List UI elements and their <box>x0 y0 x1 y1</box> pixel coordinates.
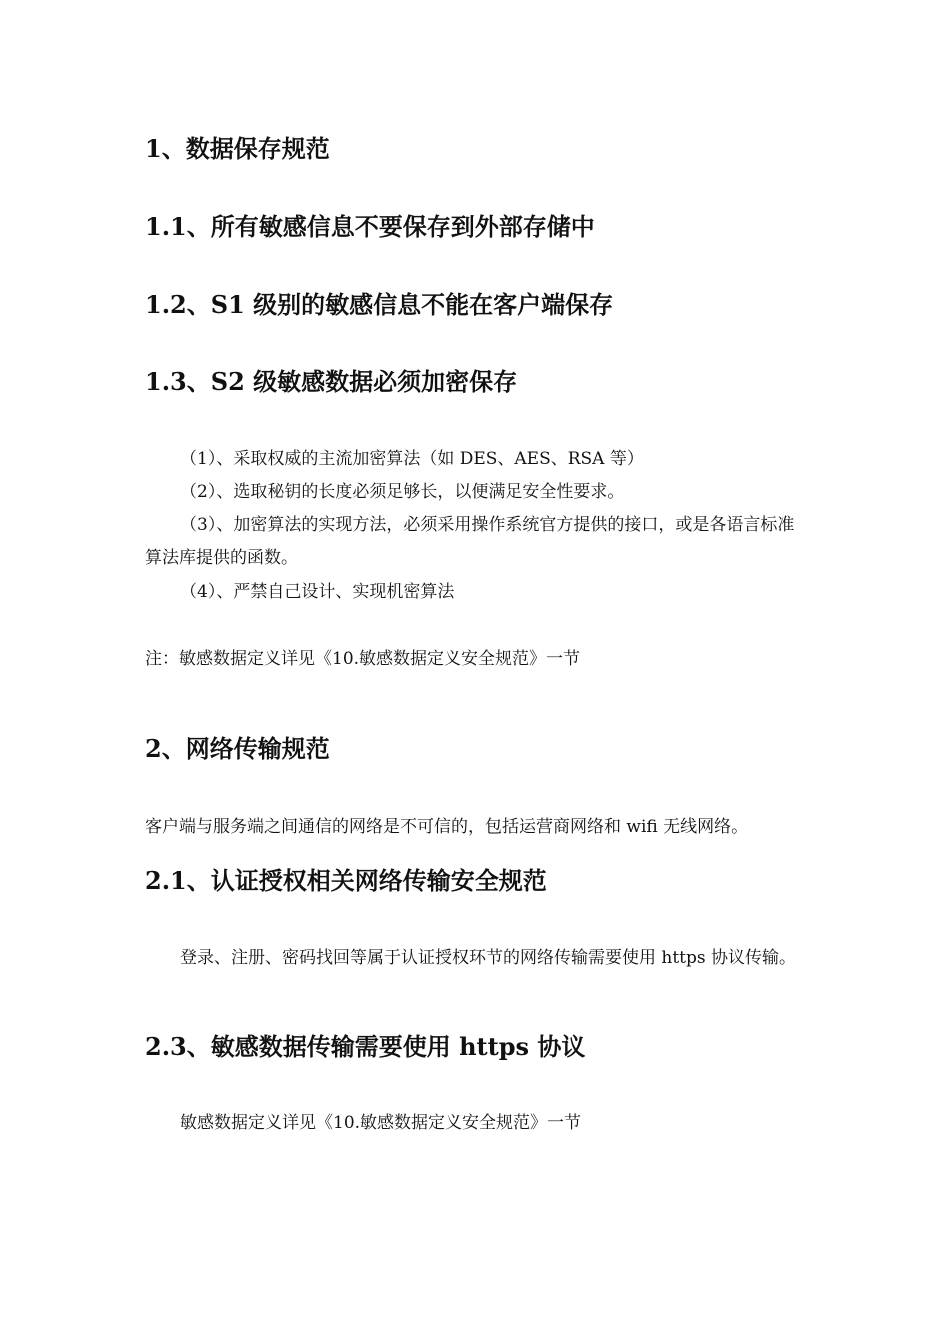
section-2-3-heading: 2.3、敏感数据传输需要使用 https 协议 <box>145 1032 586 1061</box>
section-2-1-heading: 2.1、认证授权相关网络传输安全规范 <box>145 866 547 895</box>
section-1-1-heading: 1.1、所有敏感信息不要保存到外部存储中 <box>145 212 595 241</box>
section-1-note: 注：敏感数据定义详见《10.敏感数据定义安全规范》一节 <box>145 649 581 669</box>
section-1-heading: 1、数据保存规范 <box>145 134 330 163</box>
list-item-3: （3）、加密算法的实现方法，必须采用操作系统官方提供的接口，或是各语言标准算法库提供的函数。 <box>145 515 795 568</box>
list-item-2: （2）、选取秘钥的长度必须足够长，以便满足安全性要求。 <box>180 482 625 502</box>
section-2-3-text: 敏感数据定义详见《10.敏感数据定义安全规范》一节 <box>180 1113 582 1133</box>
list-item-1: （1）、采取权威的主流加密算法（如 DES、AES、RSA 等） <box>180 449 644 469</box>
list-item-4: （4）、严禁自己设计、实现机密算法 <box>180 582 455 602</box>
section-2-heading: 2、网络传输规范 <box>145 734 330 763</box>
section-2-1-text: 登录、注册、密码找回等属于认证授权环节的网络传输需要使用 https 协议传输。 <box>180 948 797 968</box>
section-1-3-heading: 1.3、S2 级敏感数据必须加密保存 <box>145 367 518 396</box>
section-2-intro: 客户端与服务端之间通信的网络是不可信的，包括运营商网络和 wifi 无线网络。 <box>145 817 749 837</box>
section-1-2-heading: 1.2、S1 级别的敏感信息不能在客户端保存 <box>145 290 614 319</box>
